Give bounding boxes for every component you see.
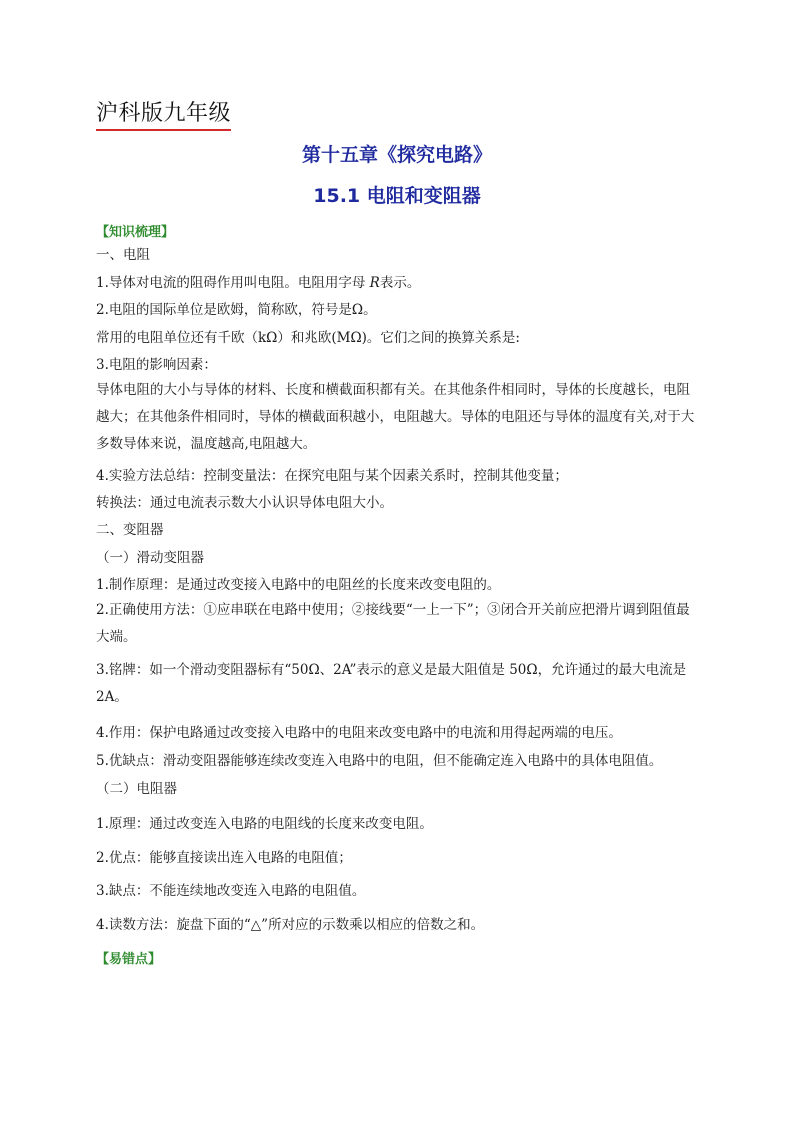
chapter-title: 第十五章《探究电路》: [301, 144, 492, 166]
symbol-r: R: [369, 275, 380, 291]
subheading-resistor-box: （二）电阻器: [96, 781, 177, 797]
paragraph: 3.铭牌：如一个滑动变阻器标有“50Ω、2A”表示的意义是最大阻值是 50Ω，允许通过的最大电流是 2A。: [96, 662, 687, 705]
section-title: 15.1 电阻和变阻器: [313, 185, 481, 207]
paragraph: 4.作用：保护电路通过改变接入电路中的电阻来改变电路中的电流和用得起两端的电压。: [96, 725, 622, 741]
paragraph: 1.制作原理：是通过改变接入电路中的电阻丝的长度来改变电阻的。: [96, 577, 501, 593]
paragraph: 4.实验方法总结：控制变量法：在探究电阻与某个因素关系时，控制其他变量；: [96, 468, 568, 484]
paragraph: 4.读数方法：旋盘下面的“△”所对应的示数乘以相应的倍数之和。: [96, 917, 485, 933]
paragraph: 2.正确使用方法：①应串联在电路中使用；②接线要“一上一下”；③闭合开关前应把滑片调到阻值最大端。: [96, 602, 690, 645]
heading-rheostat: 二、变阻器: [96, 522, 164, 538]
paragraph: 2.电阻的国际单位是欧姆，简称欧，符号是Ω。: [96, 302, 377, 318]
errors-tag: 【易错点】: [96, 952, 162, 967]
paragraph: 常用的电阻单位还有千欧（kΩ）和兆欧(MΩ)。它们之间的换算关系是:: [96, 330, 520, 346]
paragraph: 2.优点：能够直接读出连入电路的电阻值；: [96, 850, 352, 866]
knowledge-tag: 【知识梳理】: [96, 225, 175, 240]
text-run: 1.导体对电流的阻碍作用叫电阻。电阻用字母: [96, 275, 370, 291]
edition-label: 沪科版九年级: [96, 96, 231, 131]
paragraph: 3.电阻的影响因素：: [96, 357, 217, 373]
paragraph: 5.优缺点：滑动变阻器能够连续改变连入电路中的电阻，但不能确定连入电路中的具体电阻值。: [96, 753, 663, 769]
heading-resistance: 一、电阻: [96, 247, 150, 263]
paragraph: 3.缺点：不能连续地改变连入电路的电阻值。: [96, 883, 366, 899]
paragraph: 导体电阻的大小与导体的材料、长度和横截面积都有关。在其他条件相同时，导体的长度越长，电阻越大；在其他条件相同时，导体的横截面积越小，电阻越大。导体的电阻还与导体的温度有关,对于大多数导体来说，温度越高,电阻越大。: [96, 382, 695, 452]
paragraph: 1.原理：通过改变连入电路的电阻线的长度来改变电阻。: [96, 816, 433, 832]
subheading-sliding-rheostat: （一）滑动变阻器: [96, 550, 204, 566]
text-run: 表示。: [379, 275, 421, 291]
paragraph: 转换法：通过电流表示数大小认识导体电阻大小。: [96, 495, 393, 511]
paragraph: [96, 274, 702, 292]
